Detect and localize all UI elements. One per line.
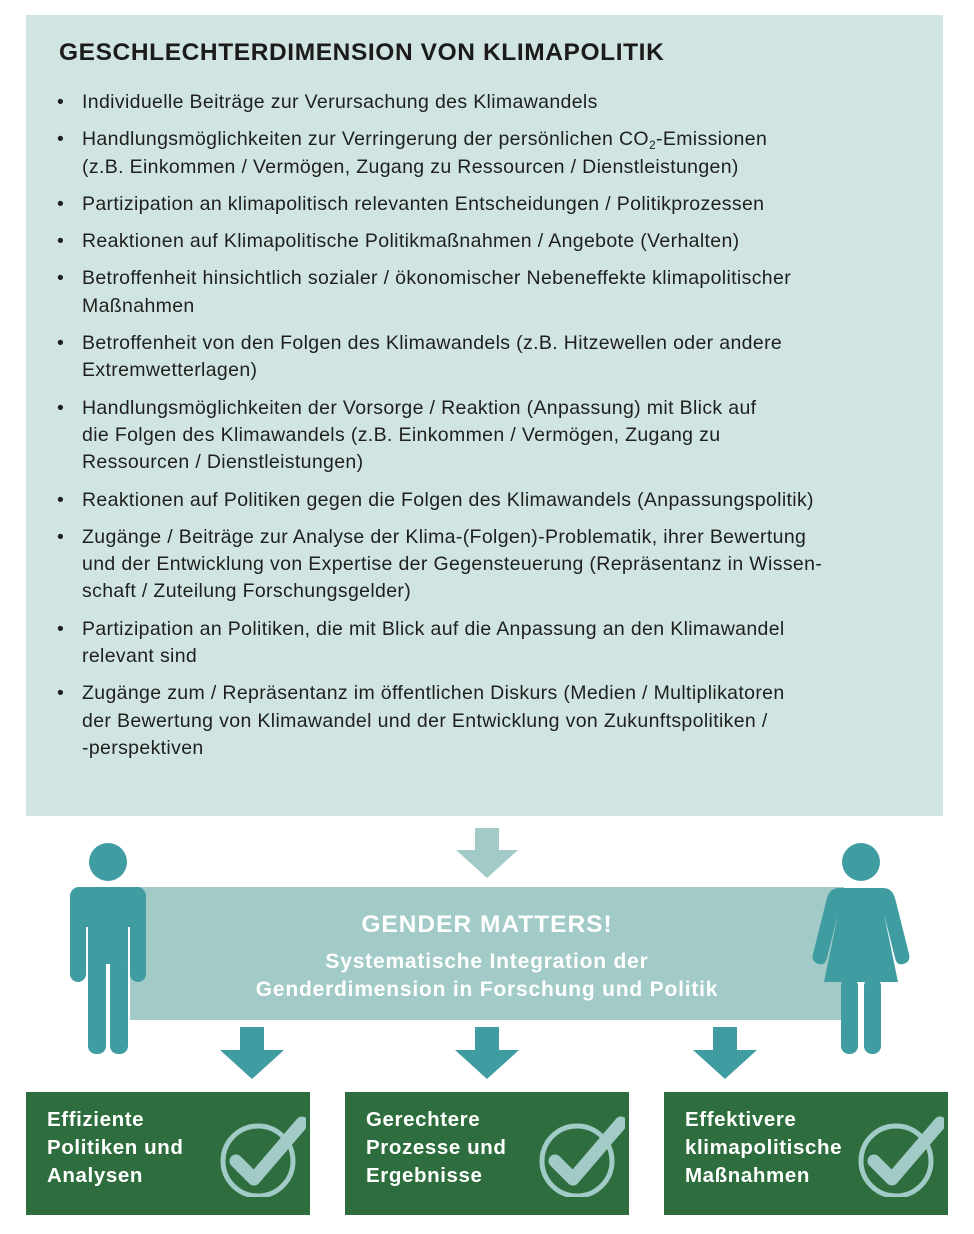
outcome-label: Effiziente Politiken und Analysen <box>47 1108 184 1187</box>
bullet-dot: • <box>57 617 65 640</box>
bullet-dot: • <box>57 91 65 113</box>
list-item: • Zugänge zum / Repräsentanz im öffentlichen Diskurs (Medien / Multiplikatoren der Bewertung von Klimawandel und der Entwicklung von Zukunftspolitiken / -perspektiven <box>57 682 785 759</box>
bullet-dot: • <box>57 128 65 151</box>
list-item: • Reaktionen auf Klimapolitische Politikmaßnahmen / Angebote (Verhalten) <box>57 228 892 255</box>
list-item: • Betroffenheit von den Folgen des Klimawandels (z.B. Hitzewellen oder andere Extremwetterlagen) <box>57 332 783 382</box>
outcome-box-efficient <box>26 1092 310 1215</box>
bullet-dot: • <box>57 267 65 290</box>
checkmark-circle-icon <box>539 1111 625 1197</box>
arrow-down-icon <box>220 1027 284 1079</box>
banner-title: GENDER MATTERS! <box>361 911 613 938</box>
bullet-dot: • <box>57 396 65 419</box>
outcome-label: Effektivere klimapolitische Maßnahmen <box>685 1108 843 1187</box>
bullet-dot: • <box>57 682 65 705</box>
arrow-down-icon <box>693 1027 757 1079</box>
list-item: • Partizipation an Politiken, die mit Blick auf die Anpassung an den Klimawandel relevant sind <box>57 617 785 668</box>
outcome-box-fair <box>345 1092 629 1215</box>
panel-title: GESCHLECHTERDIMENSION VON KLIMAPOLITIK <box>59 39 665 66</box>
bullet-dot: • <box>57 525 65 548</box>
list-item: • Handlungsmöglichkeiten zur Verringerung der persönlichen $CO_2$-Emissionen (z.B. Einkommen / Vermögen, Zugang zu Ressourcen / Dienstleistungen) <box>57 128 768 178</box>
list-item: • Handlungsmöglichkeiten der Vorsorge / Reaktion (Anpassung) mit Blick auf die Folgen des Klimawandels (z.B. Einkommen / Vermögen, Zugang zu Ressourcen / Dienstleistungen) <box>57 396 757 474</box>
checkmark-circle-icon <box>858 1111 944 1197</box>
list-item: • Individuelle Beiträge zur Verursachung des Klimawandels <box>57 89 892 116</box>
list-item: • Reaktionen auf Politiken gegen die Folgen des Klimawandels (Anpassungspolitik) <box>57 487 892 514</box>
bullet-dot: • <box>57 488 65 511</box>
bullet-dot: • <box>57 230 65 253</box>
checkmark-circle-icon <box>220 1111 306 1197</box>
list-item: • Partizipation an klimapolitisch relevanten Entscheidungen / Politikprozessen <box>57 191 892 218</box>
list-item: • Betroffenheit hinsichtlich sozialer / ökonomischer Nebeneffekte klimapolitischer Maßnahmen <box>57 267 792 317</box>
list-item: • Zugänge / Beiträge zur Analyse der Klima-(Folgen)-Problematik, ihrer Bewertung und der Entwicklung von Expertise der Gegensteuerung (Repräsentanz in Wissen- schaft / Zuteilung Forschungsgelder) <box>57 525 823 603</box>
arrow-down-icon <box>455 1027 519 1079</box>
outcome-box-effective <box>664 1092 948 1215</box>
dimension-list <box>57 89 892 772</box>
outcome-label: Gerechtere Prozesse und Ergebnisse <box>366 1108 507 1187</box>
bullet-dot: • <box>57 192 65 215</box>
banner-subtitle: Systematische Integration der Genderdimension in Forschung und Politik <box>255 950 719 1001</box>
bullet-dot: • <box>57 332 65 355</box>
co2-subscript: 2 <box>648 138 656 153</box>
arrow-down-icon <box>456 828 518 878</box>
